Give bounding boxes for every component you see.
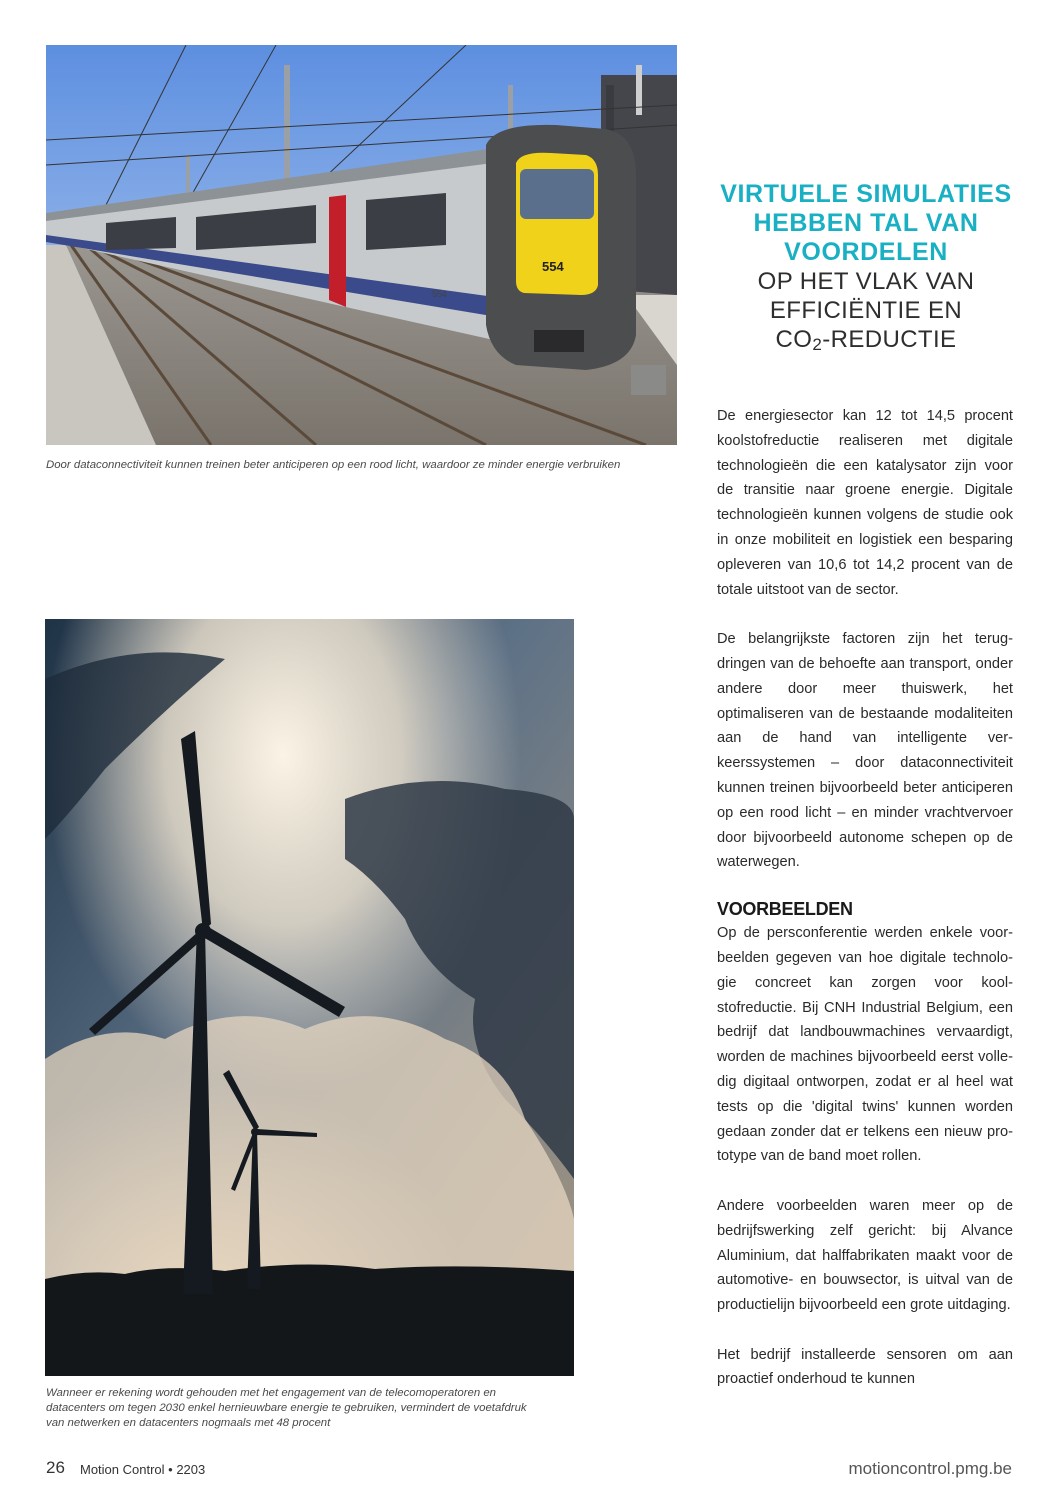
paragraph-1: De energiesector kan 12 tot 14,5 procent koolstofreductie realiseren met digitale technologieën die een katalysator zijn voor de transitie naar groene energie. Digitale technologieën kunnen volgens de studie ook in onze mobiliteit en logistiek een besparing opleveren van 10,6 tot 14,2 procent van de totale uitstoot van de sector. <box>717 408 1013 598</box>
headline-co: CO <box>775 326 813 353</box>
article-headline <box>690 180 1042 359</box>
page-number: 26 <box>46 1458 65 1477</box>
magazine-issue: Motion Control • 2203 <box>80 1462 206 1477</box>
headline-line-3: VOORDELEN <box>784 238 948 266</box>
wind-photo-caption: Wanneer er rekening wordt gehouden met het engagement van de telecomoperatoren en datacenters om tegen 2030 enkel hernieuwbare energie te gebruiken, vermindert de voetafdruk van netwerken en datacenters nogmaals met 48 procent <box>46 1387 527 1429</box>
train-photo-caption: Door dataconnectiviteit kunnen treinen beter anticiperen op een rood licht, waardoor ze minder energie verbruiken <box>46 459 621 471</box>
website-link[interactable]: motioncontrol.pmg.be <box>848 1459 1012 1478</box>
paragraph-5: Het bedrijf installeerde sensoren om aan proactief onderhoud te kunnen <box>717 1346 1013 1388</box>
headline-line-1: VIRTUELE SIMULATIES <box>720 180 1012 208</box>
headline-subscript: 2 <box>812 335 823 354</box>
train-photo <box>46 45 677 445</box>
headline-line-4: OP HET VLAK VAN <box>757 268 975 295</box>
subheading-voorbeelden: VOORBEELDEN <box>717 899 853 920</box>
headline-line-6 <box>690 325 1042 359</box>
headline-reductie: -REDUCTIE <box>822 326 957 353</box>
paragraph-4: Andere voorbeelden waren meer op de bedrijfswerking zelf gericht: bij Alvance Aluminium, dat halffabrikaten maakt voor de automotive- en bouwsector, is uitval van de productielijn bijvoorbeeld een grote uitdaging. <box>717 1197 1013 1314</box>
paragraph-3: Op de persconferentie werden enkele voorbeelden gegeven van hoe digitale technologie concreet kan zorgen voor koolstofreductie. Bij CNH Industrial Belgium, een bedrijf dat landbouwmachines vervaardigt, worden de machines bijvoorbeeld eerst volledig digitaal ontworpen, zodat er al heel wat tests op die 'digital twins' kunnen worden gedaan zonder dat er telkens een nieuw prototype van de band moet rollen. <box>717 925 1013 1165</box>
train-car-number: 554 <box>542 259 564 274</box>
article-body <box>717 404 1013 1417</box>
headline-line-2: HEBBEN TAL VAN <box>753 209 979 237</box>
headline-line-5: EFFICIËNTIE EN <box>769 297 963 324</box>
wind-turbine-photo <box>45 619 574 1376</box>
train-side-number: 554 <box>432 289 448 299</box>
paragraph-2: De belangrijkste factoren zijn het terugdringen van de behoefte aan transport, onder andere door meer thuiswerk, het optimaliseren van de bestaande modaliteiten aan de hand van intelligente verkeerssystemen – door dataconnectiviteit kunnen treinen bijvoorbeeld beter anticiperen op een rood licht – en minder vrachtvervoer door bijvoorbeeld autonome schepen op de waterwegen. <box>717 631 1013 871</box>
